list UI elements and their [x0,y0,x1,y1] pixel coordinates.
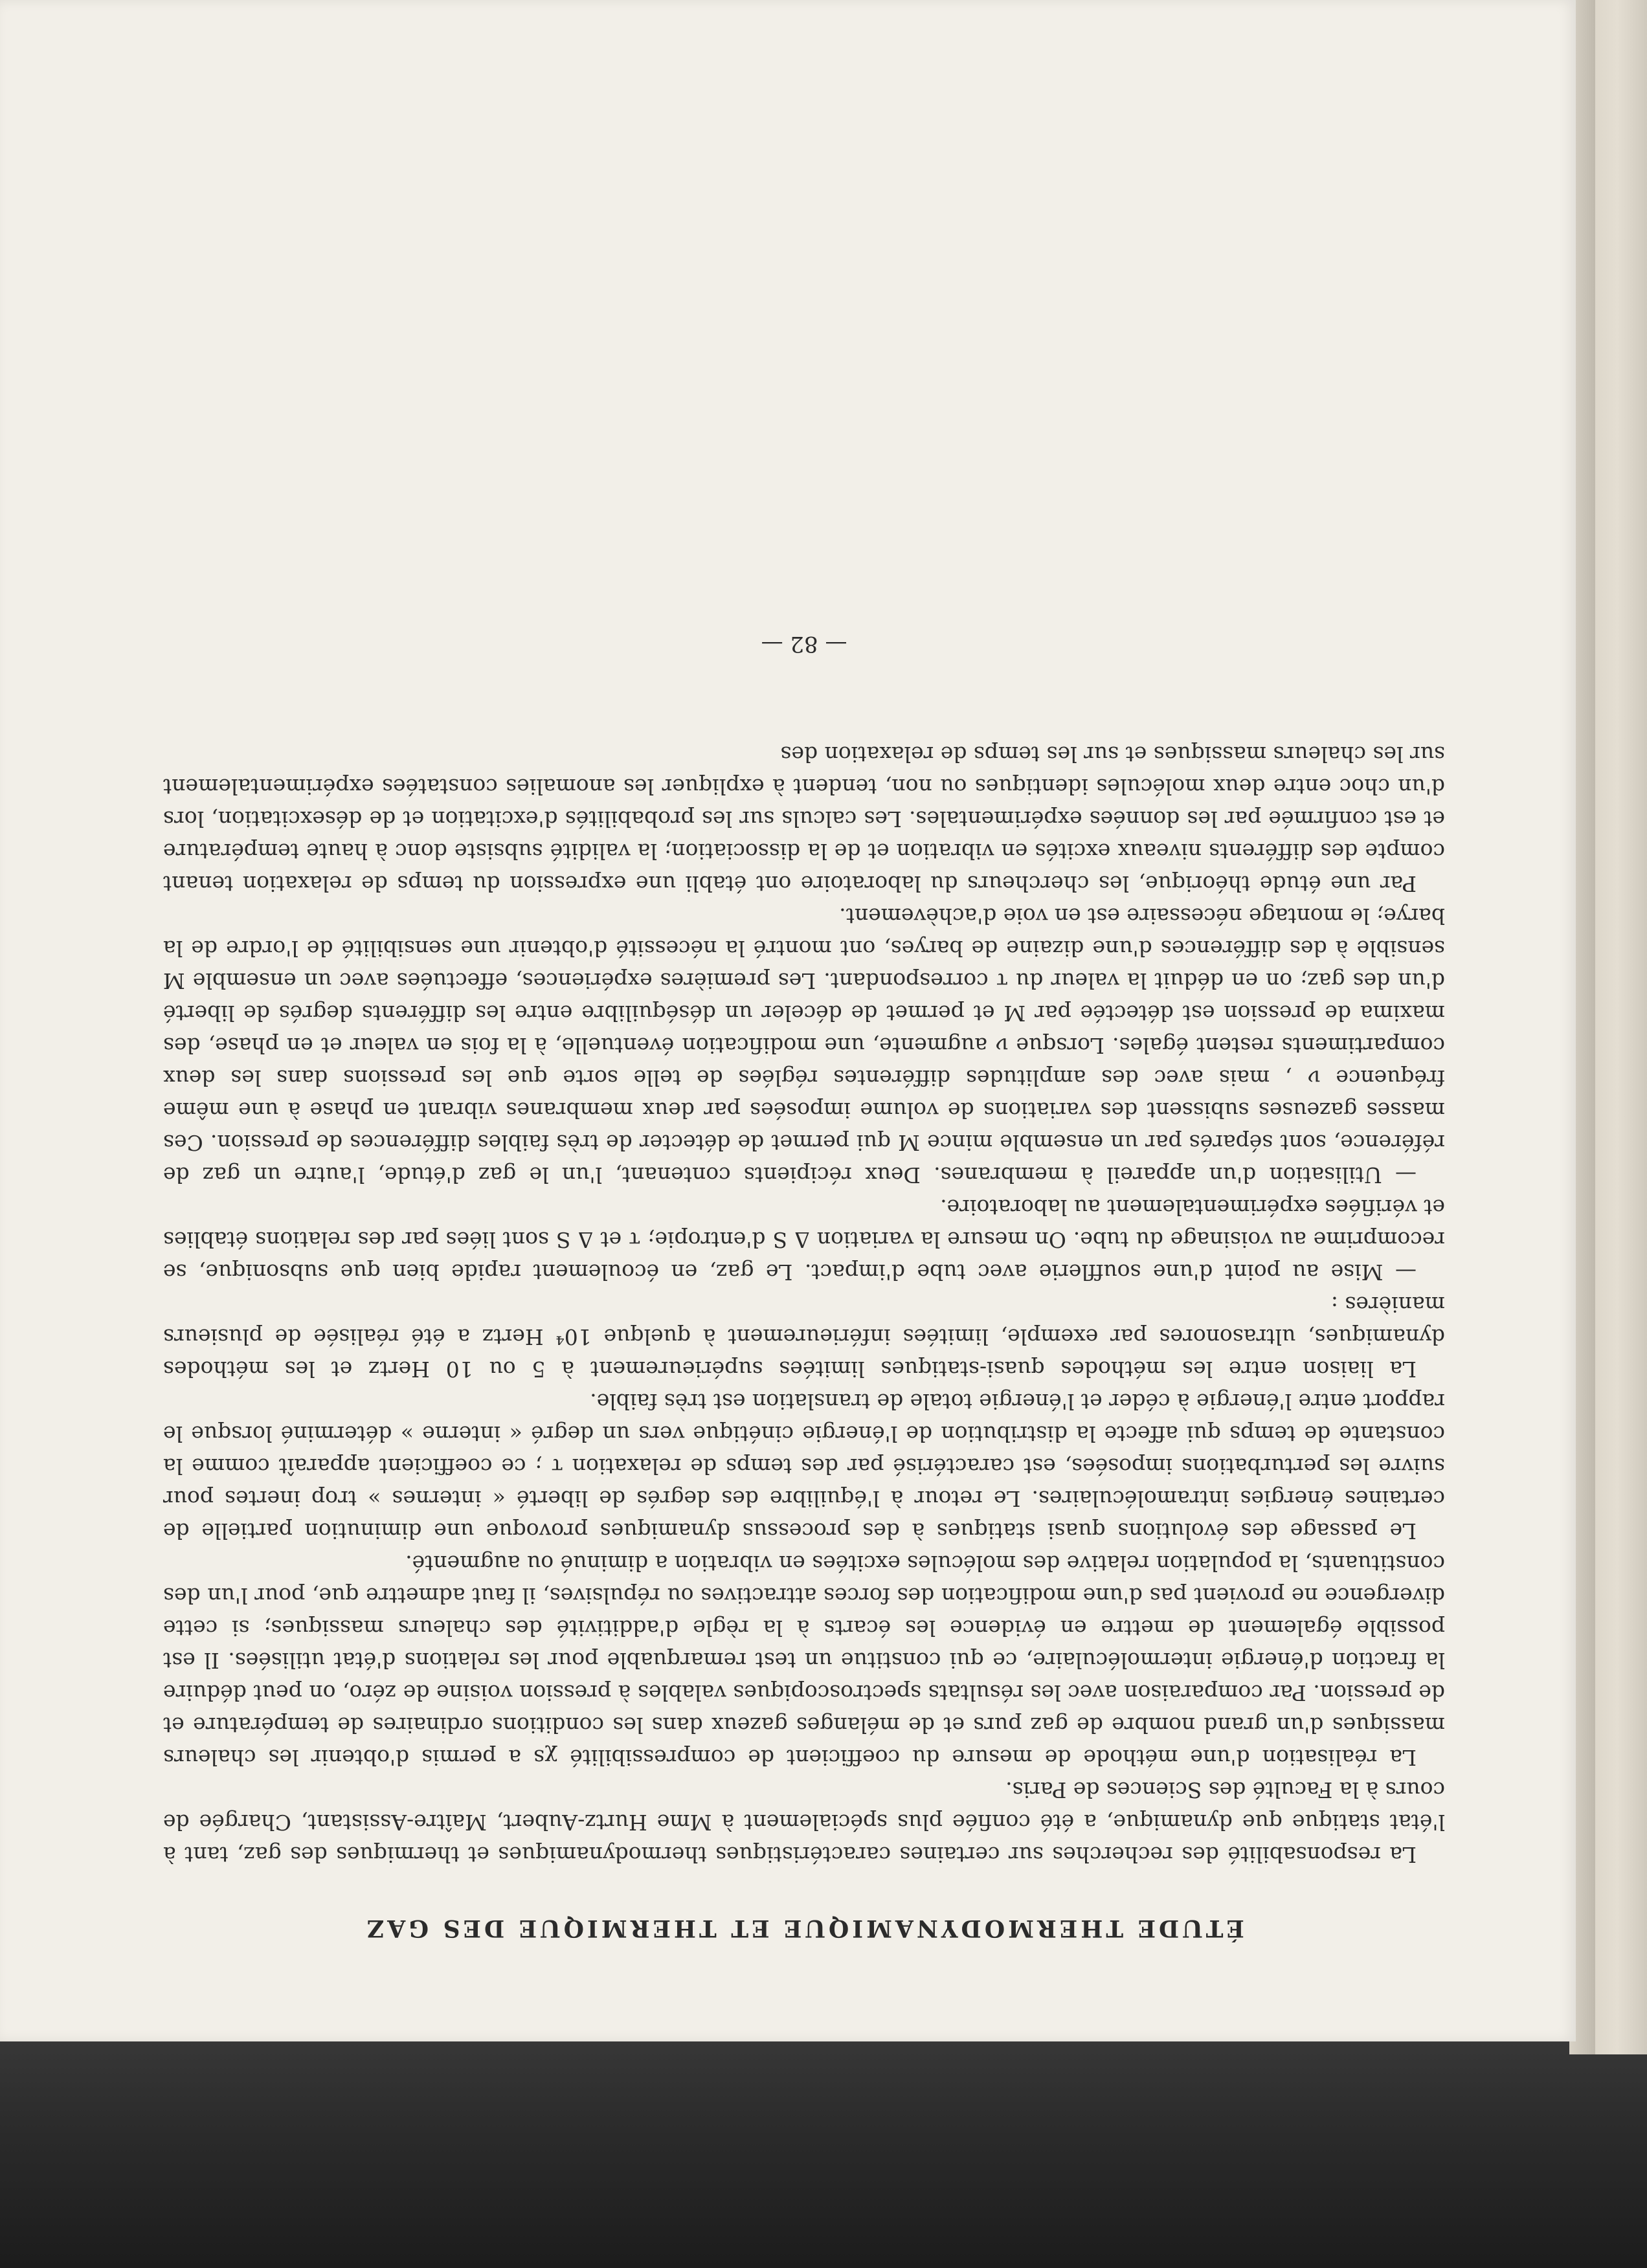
paragraph-6: — Utilisation d'un appareil à membranes. Deux récipients contenant, l'un le gaz d'étude, l'autre un gaz de référence, sont séparés par un ensemble mince M qui permet de détecter de très faibles différences de pression. Ces masses gazeuses subissent des variations de volume imposées par deux membranes vibrant en phase à une même fréquence ν , mais avec des amplitudes différentes réglées de telle sorte que les pressions dans les deux compartiments restent égales. Lorsque ν augmente, une modification éventuelle, à la fois en valeur et en phase, des maxima de pression est détectée par M et permet de déceler un déséquilibre entre les différents degrés de liberté d'un des gaz; on en déduit la valeur du τ correspondant. Les premières expériences, effectuées avec un ensemble M sensible à des différences d'une dizaine de baryes, ont montré la nécessité d'obtenir une sensibilité de l'ordre de la barye; le montage nécessaire est en voie d'achèvement. [163,904,1445,1188]
paragraph-7: Par une étude théorique, les chercheurs du laboratoire ont établi une expression du temps de relaxation tenant compte des différents niveaux excités en vibration et de la dissociation; la validité subsiste donc à haute température et est confirmée par les données expérimentales. Les calculs sur les probabilités d'excitation et de désexcitation, lors d'un choc entre deux molécules identiques ou non, tendent à expliquer les anomalies constatées expérimentalement sur les chaleurs massiques et sur les temps de relaxation des [163,742,1445,896]
page-number: — 82 — [761,631,847,657]
scanner-background [0,2022,1647,2268]
paragraph-3: Le passage des évolutions quasi statiques à des processus dynamiques provoque une diminution partielle de certaines énergies intramoléculaires. Le retour à l'équilibre des degrés de liberté « internes » trop inertes pour suivre les perturbations imposées, est caractérisé par des temps de relaxation τ ; ce coefficient apparaît comme la constante de temps qui affecte la distribution de l'énergie cinétique vers un degré « interne » déterminé lorsque le rapport entre l'énergie à céder et l'énergie totale de translation est très faible. [163,1389,1445,1544]
paragraph-2: La réalisation d'une méthode de mesure du coefficient de compressibilité χs a permis d'obtenir les chaleurs massiques d'un grand nombre de gaz purs et de mélanges gazeux dans les conditions ordinaires de température et de pression. Par comparaison avec les résultats spectroscopiques valables à pression voisine de zéro, on peut déduire la fraction d'énergie intermoléculaire, ce qui constitue un test remarquable pour les relations d'état utilisées. Il est possible également de mettre en évidence les écarts à la règle d'additivité des chaleurs massiques; si cette divergence ne provient pas d'une modification des forces attractives ou répulsives, il faut admettre que, pour l'un des constituants, la population relative des molécules excitées en vibration a diminué ou augmenté. [163,1551,1445,1770]
page-content [163,628,1445,1944]
paragraph-4: La liaison entre les méthodes quasi-statiques limitées supérieurement à 5 ou 10 Hertz et les méthodes dynamiques, ultrasonores par exemple, limitées inférieurement à quelque 10⁴ Hertz a été réalisée de plusieurs manières : [163,1292,1445,1382]
paragraph-1: La responsabilité des recherches sur certaines caractéristiques thermodynamiques et thermiques des gaz, tant à l'état statique que dynamique, a été confiée plus spécialement à Mme Hurtz-Aubert, Maître-Assistant, Chargée de cours à la Faculté des Sciences de Paris. [163,1777,1445,1867]
page-title: ÉTUDE THERMODYNAMIQUE ET THERMIQUE DES GAZ [364,1915,1244,1942]
paragraph-5: — Mise au point d'une soufflerie avec tube d'impact. Le gaz, en écoulement rapide bien que subsonique, se recomprime au voisinage du tube. On mesure la variation Δ S d'entropie; τ et Δ S sont liées par des relations établies et vérifiées expérimentalement au laboratoire. [163,1195,1445,1285]
